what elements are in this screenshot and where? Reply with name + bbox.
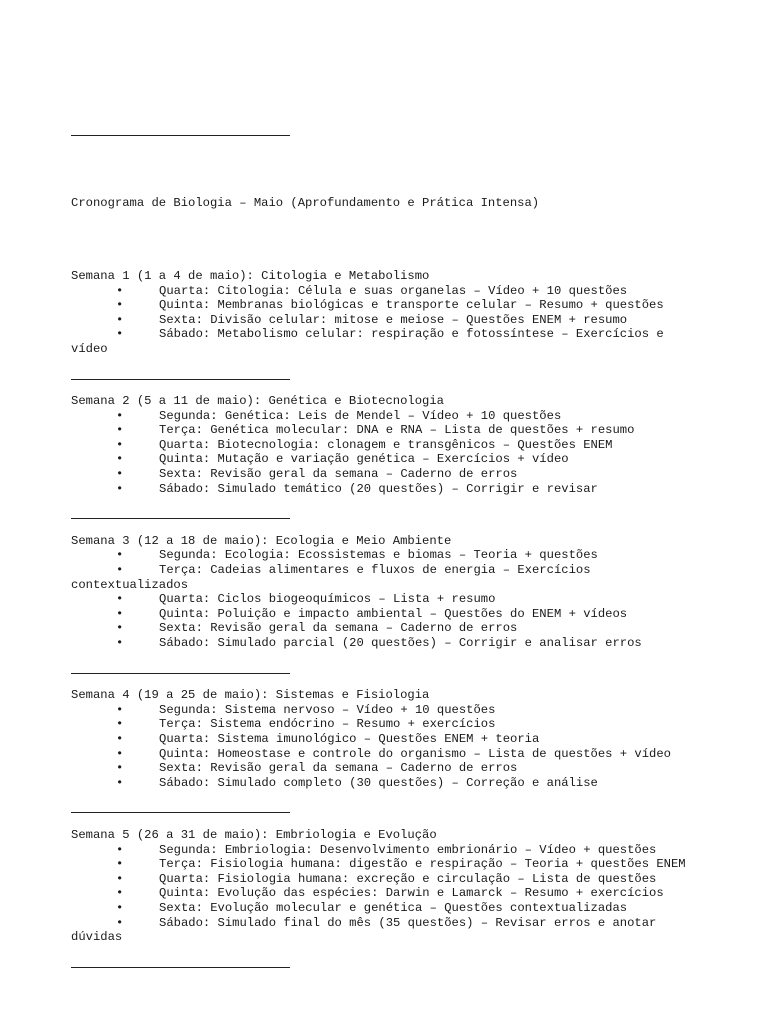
horizontal-rule xyxy=(71,379,290,380)
horizontal-rule xyxy=(71,967,290,968)
day-list-item xyxy=(71,482,701,497)
day-item-text: Quinta: Mutação e variação genética – Exercícios + vídeo xyxy=(159,452,569,467)
bullet-icon: • xyxy=(116,467,124,482)
day-item-text: Terça: Sistema endócrino – Resumo + exercícios xyxy=(159,717,496,732)
day-list-item xyxy=(71,761,701,776)
day-list-item xyxy=(71,857,701,872)
bullet-icon: • xyxy=(116,312,124,327)
day-list-item xyxy=(71,467,701,482)
day-list-item xyxy=(71,703,701,718)
document-title: Cronograma de Biologia – Maio (Aprofundamento e Prática Intensa) xyxy=(71,195,540,210)
day-list xyxy=(71,548,701,650)
horizontal-rule xyxy=(71,812,290,813)
bullet-icon: • xyxy=(116,298,124,313)
bullet-icon: • xyxy=(116,857,124,872)
day-item-text: Quarta: Fisiologia humana: excreção e circulação – Lista de questões xyxy=(159,871,657,886)
day-list xyxy=(71,843,701,945)
day-item-text: Sexta: Divisão celular: mitose e meiose – Questões ENEM + resumo xyxy=(159,312,628,327)
document-page xyxy=(71,100,701,982)
day-item-text: Quinta: Poluição e impacto ambiental – Questões do ENEM + vídeos xyxy=(159,606,628,621)
bullet-icon: • xyxy=(116,606,124,621)
week-heading: Semana 4 (19 a 25 de maio): Sistemas e Fisiologia xyxy=(71,688,430,703)
bullet-icon: • xyxy=(116,900,124,915)
day-item-text: Sábado: Metabolismo celular: respiração e fotossíntese – Exercícios e vídeo xyxy=(71,327,671,356)
week-section xyxy=(71,688,701,813)
day-item-text: Segunda: Genética: Leis de Mendel – Vídeo + 10 questões xyxy=(159,408,562,423)
day-list-item xyxy=(71,327,701,356)
day-item-text: Quinta: Homeostase e controle do organismo – Lista de questões + vídeo xyxy=(159,746,671,761)
day-item-text: Sábado: Simulado parcial (20 questões) – Corrigir e analisar erros xyxy=(159,636,642,650)
day-list-item xyxy=(71,621,701,636)
day-item-text: Quarta: Ciclos biogeoquímicos – Lista + resumo xyxy=(159,592,496,607)
day-item-text: Quarta: Biotecnologia: clonagem e transgênicos – Questões ENEM xyxy=(159,437,613,452)
bullet-icon: • xyxy=(116,871,124,886)
bullet-icon: • xyxy=(116,481,124,496)
day-list-item xyxy=(71,872,701,887)
day-list xyxy=(71,409,701,497)
bullet-icon: • xyxy=(116,746,124,761)
day-list-item xyxy=(71,438,701,453)
week-heading: Semana 3 (12 a 18 de maio): Ecologia e Meio Ambiente xyxy=(71,533,452,548)
bullet-icon: • xyxy=(116,717,124,732)
day-list-item xyxy=(71,901,701,916)
bullet-icon: • xyxy=(116,761,124,776)
week-section xyxy=(71,828,701,968)
day-item-text: Terça: Fisiologia humana: digestão e respiração – Teoria + questões ENEM xyxy=(159,857,686,872)
bullet-icon: • xyxy=(116,563,124,578)
day-item-text: Segunda: Sistema nervoso – Vídeo + 10 questões xyxy=(159,702,496,717)
bullet-icon: • xyxy=(116,636,124,650)
horizontal-rule xyxy=(71,518,290,519)
bullet-icon: • xyxy=(116,408,124,423)
day-list-item xyxy=(71,916,701,945)
day-list-item xyxy=(71,563,701,592)
horizontal-rule xyxy=(71,673,290,674)
day-item-text: Quinta: Evolução das espécies: Darwin e Lamarck – Resumo + exercícios xyxy=(159,886,664,901)
day-item-text: Sexta: Revisão geral da semana – Caderno de erros xyxy=(159,761,518,776)
day-item-text: Sexta: Revisão geral da semana – Caderno de erros xyxy=(159,621,518,636)
day-item-text: Sábado: Simulado final do mês (35 questões) – Revisar erros e anotar dúvidas xyxy=(71,915,664,945)
day-item-text: Quarta: Sistema imunológico – Questões ENEM + teoria xyxy=(159,731,540,746)
bullet-icon: • xyxy=(116,548,124,563)
bullet-icon: • xyxy=(116,437,124,452)
day-list xyxy=(71,703,701,791)
day-list-item xyxy=(71,843,701,858)
day-item-text: Segunda: Ecologia: Ecossistemas e biomas – Teoria + questões xyxy=(159,548,598,563)
bullet-icon: • xyxy=(116,842,124,857)
week-section xyxy=(71,534,701,674)
day-list-item xyxy=(71,284,701,299)
day-list-item xyxy=(71,409,701,424)
day-list-item xyxy=(71,607,701,622)
week-heading: Semana 1 (1 a 4 de maio): Citologia e Metabolismo xyxy=(71,268,430,283)
day-item-text: Quarta: Citologia: Célula e suas organelas – Vídeo + 10 questões xyxy=(159,283,628,298)
bullet-icon: • xyxy=(116,452,124,467)
day-list-item xyxy=(71,776,701,791)
day-item-text: Sábado: Simulado completo (30 questões) – Correção e análise xyxy=(159,775,598,790)
day-item-text: Terça: Genética molecular: DNA e RNA – Lista de questões + resumo xyxy=(159,423,635,438)
bullet-icon: • xyxy=(116,621,124,636)
day-list-item xyxy=(71,747,701,762)
day-list-item xyxy=(71,423,701,438)
day-list-item xyxy=(71,592,701,607)
day-list-item xyxy=(71,717,701,732)
day-list-item xyxy=(71,732,701,747)
bullet-icon: • xyxy=(116,731,124,746)
week-heading: Semana 5 (26 a 31 de maio): Embriologia e Evolução xyxy=(71,827,437,842)
day-list-item xyxy=(71,886,701,901)
day-list-item xyxy=(71,298,701,313)
day-list-item xyxy=(71,452,701,467)
week-heading: Semana 2 (5 a 11 de maio): Genética e Biotecnologia xyxy=(71,394,444,409)
bullet-icon: • xyxy=(116,592,124,607)
bullet-icon: • xyxy=(116,775,124,790)
day-item-text: Sexta: Evolução molecular e genética – Questões contextualizadas xyxy=(159,900,628,915)
bullet-icon: • xyxy=(116,283,124,298)
day-list-item xyxy=(71,313,701,328)
day-item-text: Sábado: Simulado temático (20 questões) – Corrigir e revisar xyxy=(159,481,598,496)
day-item-text: Terça: Cadeias alimentares e fluxos de energia – Exercícios contextualizados xyxy=(71,563,598,592)
day-list xyxy=(71,284,701,357)
horizontal-rule xyxy=(71,135,290,136)
day-item-text: Quinta: Membranas biológicas e transporte celular – Resumo + questões xyxy=(159,298,664,313)
bullet-icon: • xyxy=(116,702,124,717)
day-item-text: Segunda: Embriologia: Desenvolvimento embrionário – Vídeo + questões xyxy=(159,842,657,857)
week-section xyxy=(71,269,701,380)
day-list-item xyxy=(71,548,701,563)
bullet-icon: • xyxy=(116,423,124,438)
day-list-item xyxy=(71,636,701,651)
bullet-icon: • xyxy=(116,915,124,930)
bullet-icon: • xyxy=(116,327,124,342)
day-item-text: Sexta: Revisão geral da semana – Caderno de erros xyxy=(159,467,518,482)
weeks-container xyxy=(71,269,701,968)
bullet-icon: • xyxy=(116,886,124,901)
week-section xyxy=(71,394,701,519)
